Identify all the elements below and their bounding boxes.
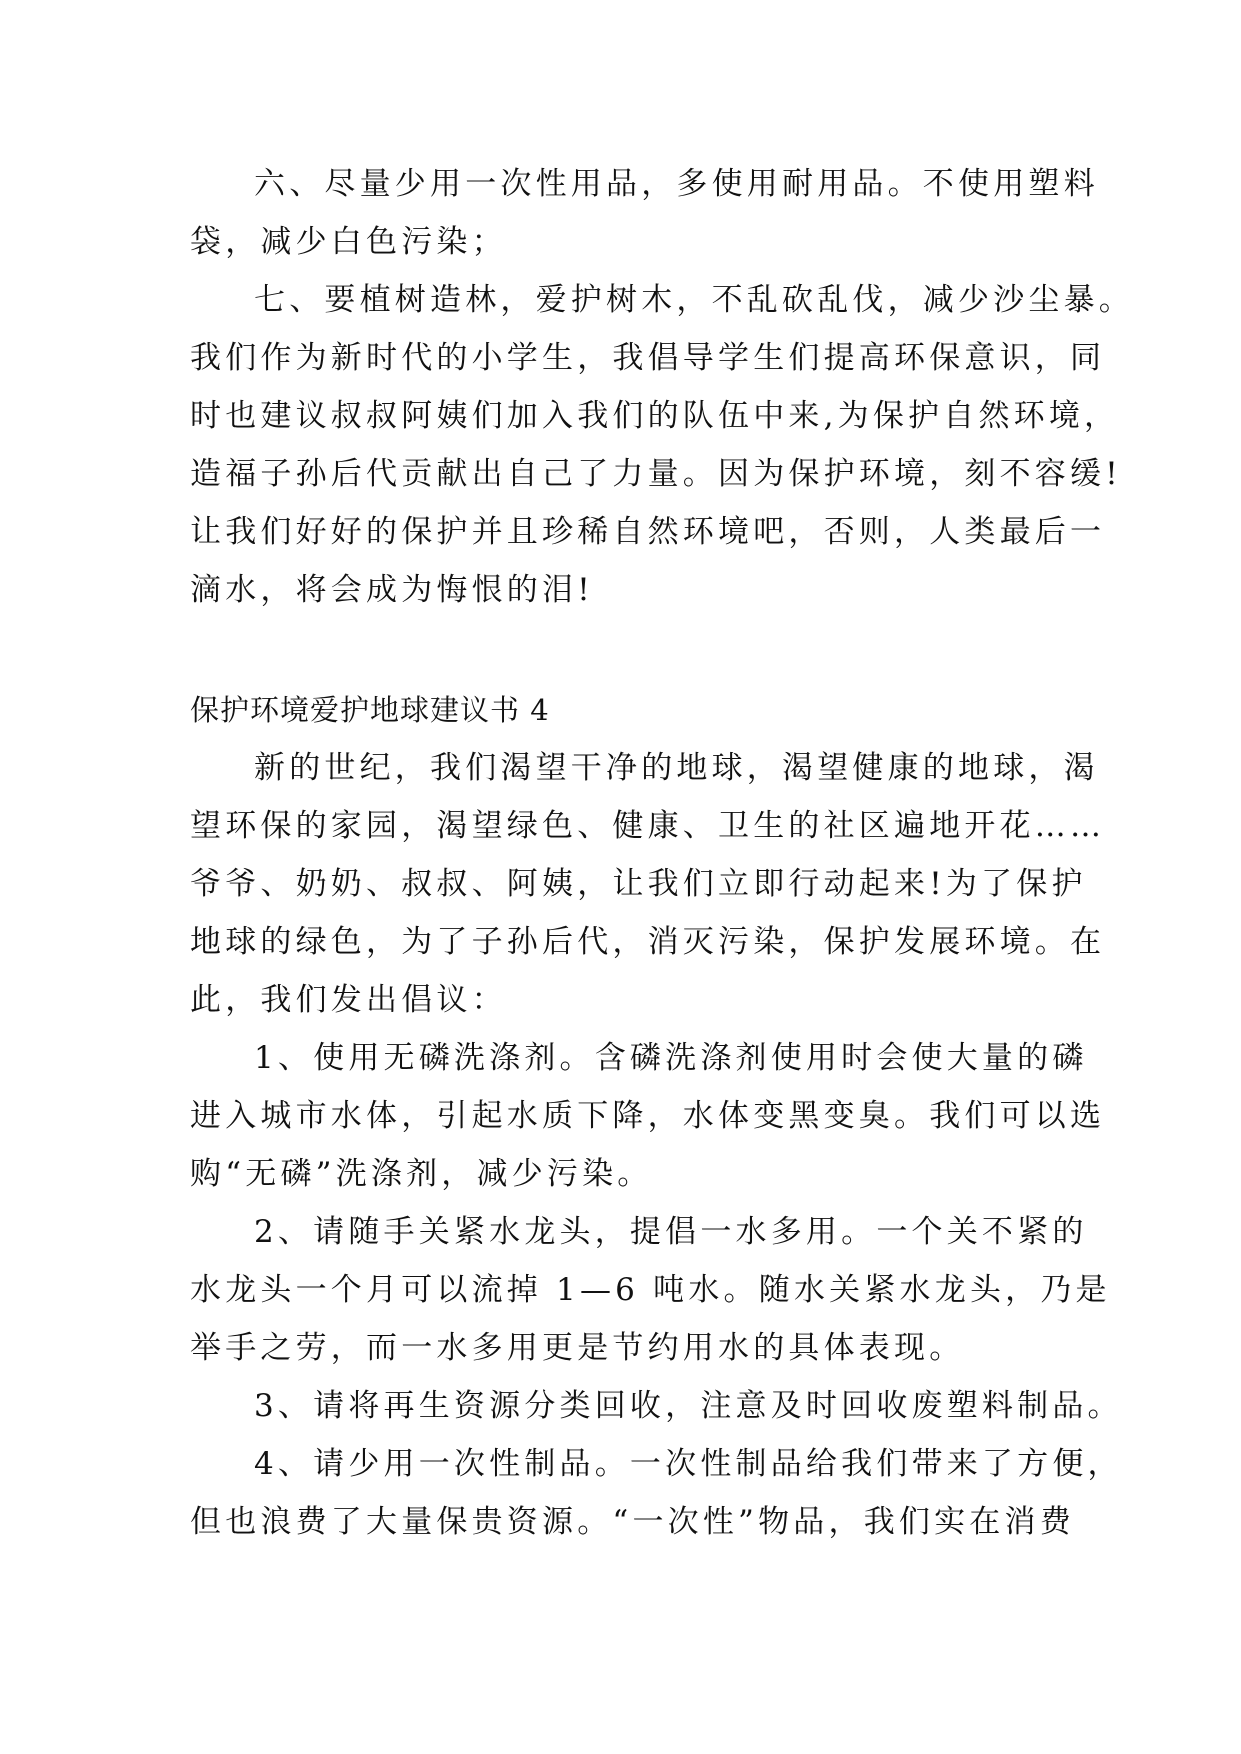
intro-line-4: 地球的绿色，为了子孙后代，消灭污染，保护发展环境。在 xyxy=(190,924,1106,960)
intro-line-5: 此，我们发出倡议： xyxy=(190,982,507,1018)
section-heading: 保护环境爱护地球建议书 4 xyxy=(190,693,550,727)
paragraph-seven-line-4: 造福子孙后代贡献出自己了力量。因为保护环境，刻不容缓! xyxy=(190,456,1122,492)
item-4-line-1: 4、请少用一次性制品。一次性制品给我们带来了方便， xyxy=(254,1446,1123,1482)
item-1-line-1: 1、使用无磷洗涤剂。含磷洗涤剂使用时会使大量的磷 xyxy=(254,1040,1088,1076)
item-1-line-2: 进入城市水体，引起水质下降，水体变黑变臭。我们可以选 xyxy=(190,1098,1106,1134)
item-2-line-1: 2、请随手关紧水龙头，提倡一水多用。一个关不紧的 xyxy=(254,1214,1088,1250)
paragraph-six-line-1: 六、尽量少用一次性用品，多使用耐用品。不使用塑料 xyxy=(254,166,1099,202)
paragraph-seven-line-6: 滴水，将会成为悔恨的泪! xyxy=(190,572,594,608)
paragraph-seven-line-1: 七、要植树造林，爱护树木，不乱砍乱伐，减少沙尘暴。 xyxy=(254,282,1134,318)
item-3-line-1: 3、请将再生资源分类回收，注意及时回收废塑料制品。 xyxy=(254,1388,1123,1424)
intro-line-2: 望环保的家园，渴望绿色、健康、卫生的社区遍地开花…… xyxy=(190,808,1106,844)
paragraph-seven-line-2: 我们作为新时代的小学生，我倡导学生们提高环保意识，同 xyxy=(190,340,1106,376)
intro-line-1: 新的世纪，我们渴望干净的地球，渴望健康的地球，渴 xyxy=(254,750,1099,786)
item-2-line-3: 举手之劳，而一水多用更是节约用水的具体表现。 xyxy=(190,1330,965,1366)
item-4-line-2: 但也浪费了大量保贵资源。“一次性”物品，我们实在消费 xyxy=(190,1504,1075,1540)
item-2-line-2: 水龙头一个月可以流掉 1—6 吨水。随水关紧水龙头，乃是 xyxy=(190,1272,1111,1308)
intro-line-3: 爷爷、奶奶、叔叔、阿姨，让我们立即行动起来!为了保护 xyxy=(190,866,1087,902)
item-1-line-3: 购“无磷”洗涤剂，减少污染。 xyxy=(190,1156,653,1192)
paragraph-six-line-2: 袋，减少白色污染； xyxy=(190,224,507,260)
paragraph-seven-line-3: 时也建议叔叔阿姨们加入我们的队伍中来,为保护自然环境， xyxy=(190,398,1120,434)
paragraph-seven-line-5: 让我们好好的保护并且珍稀自然环境吧，否则，人类最后一 xyxy=(190,514,1106,550)
